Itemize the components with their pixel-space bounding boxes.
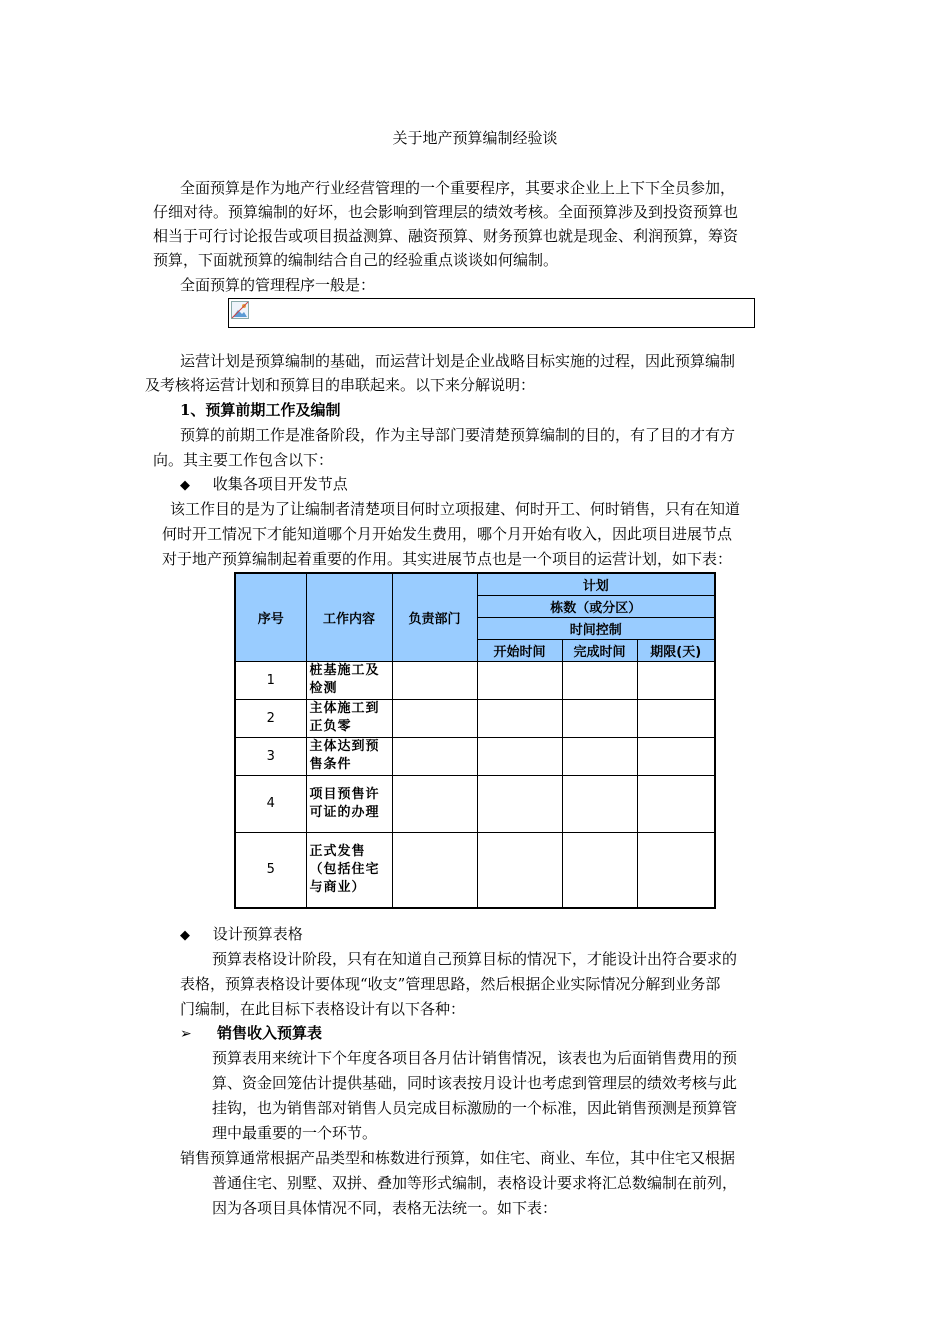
design-line-2: 表格，预算表格设计要体现“收支”管理思路，然后根据企业实际情况分解到业务部 <box>180 975 721 993</box>
row-cell <box>392 832 477 908</box>
row-cell <box>562 737 637 775</box>
nodes-line-3: 对于地产预算编制起着重要的作用。其实进展节点也是一个项目的运营计划，如下表： <box>162 550 733 568</box>
bullet-design-tables-text: 设计预算表格 <box>212 925 303 943</box>
row-cell <box>637 832 715 908</box>
row-cell <box>477 832 562 908</box>
intro-line-4: 预算，下面就预算的编制结合自己的经验重点谈谈如何编制。 <box>153 251 559 269</box>
row-cell <box>637 775 715 832</box>
row-cell <box>392 699 477 737</box>
row-cell <box>477 699 562 737</box>
table-row <box>235 832 715 908</box>
table-row <box>235 775 715 832</box>
header-building: 栋数（或分区） <box>477 595 715 617</box>
procedure-image-placeholder <box>228 298 755 328</box>
row-cell <box>637 661 715 699</box>
header-time-control: 时间控制 <box>477 617 715 639</box>
header-work: 工作内容 <box>306 573 392 661</box>
table-row <box>235 661 715 699</box>
row-num: 4 <box>235 775 306 832</box>
sales-line-2: 普通住宅、别墅、双拼、叠加等形式编制，表格设计要求将汇总数编制在前列， <box>212 1174 738 1192</box>
prework-line-1: 预算的前期工作是准备阶段，作为主导部门要清楚预算编制的目的，有了目的才有方 <box>180 426 736 444</box>
row-cell <box>392 661 477 699</box>
header-plan: 计划 <box>477 573 715 595</box>
nodes-line-2: 何时开工情况下才能知道哪个月开始发生费用，哪个月开始有收入，因此项目进展节点 <box>162 525 733 543</box>
sub-bullet-sales-revenue-text: 销售收入预算表 <box>216 1024 322 1042</box>
procedure-label: 全面预算的管理程序一般是： <box>180 276 376 294</box>
diamond-bullet-icon: ◆ <box>180 478 190 493</box>
row-task: 主体施工到正负零 <box>306 699 392 737</box>
row-cell <box>477 661 562 699</box>
bullet-design-tables <box>180 922 303 948</box>
ops-line-2: 及考核将运营计划和预算目的串联起来。以下来分解说明： <box>145 376 536 394</box>
row-cell <box>477 737 562 775</box>
revenue-line-3: 挂钩，也为销售部对销售人员完成目标激励的一个标准，因此销售预测是预算管 <box>212 1099 738 1117</box>
row-num: 5 <box>235 832 306 908</box>
arrow-bullet-icon: ➢ <box>180 1026 192 1042</box>
row-num: 1 <box>235 661 306 699</box>
row-num: 2 <box>235 699 306 737</box>
row-task: 主体达到预售条件 <box>306 737 392 775</box>
row-cell <box>562 775 637 832</box>
row-cell <box>477 775 562 832</box>
header-deadline: 期限(天) <box>637 639 715 661</box>
nodes-line-1: 该工作目的是为了让编制者清楚项目何时立项报建、何时开工、何时销售，只有在知道 <box>170 500 741 518</box>
broken-image-icon <box>231 301 249 319</box>
row-num: 3 <box>235 737 306 775</box>
sub-bullet-sales-revenue <box>180 1021 322 1046</box>
row-cell <box>562 661 637 699</box>
row-cell <box>392 775 477 832</box>
table-row <box>235 699 715 737</box>
ops-line-1: 运营计划是预算编制的基础，而运营计划是企业战略目标实施的过程，因此预算编制 <box>180 352 736 370</box>
header-start: 开始时间 <box>477 639 562 661</box>
sales-line-3: 因为各项目具体情况不同，表格无法统一。如下表： <box>212 1199 558 1217</box>
row-cell <box>562 832 637 908</box>
revenue-line-4: 理中最重要的一个环节。 <box>212 1124 378 1142</box>
project-plan-table <box>234 572 716 909</box>
design-line-3: 门编制，在此目标下表格设计有以下各种： <box>180 1000 466 1018</box>
row-task: 正式发售（包括住宅与商业） <box>306 832 392 908</box>
document-title: 关于地产预算编制经验谈 <box>392 129 558 147</box>
row-task: 桩基施工及检测 <box>306 661 392 699</box>
row-cell <box>562 699 637 737</box>
row-cell <box>392 737 477 775</box>
revenue-line-1: 预算表用来统计下个年度各项目各月估计销售情况，该表也为后面销售费用的预 <box>212 1049 738 1067</box>
design-line-1: 预算表格设计阶段，只有在知道自己预算目标的情况下，才能设计出符合要求的 <box>212 950 738 968</box>
row-cell <box>637 699 715 737</box>
header-dept: 负责部门 <box>392 573 477 661</box>
section-1-heading: 1、预算前期工作及编制 <box>180 401 341 419</box>
table-row <box>235 737 715 775</box>
row-task: 项目预售许可证的办理 <box>306 775 392 832</box>
intro-line-1: 全面预算是作为地产行业经营管理的一个重要程序，其要求企业上上下下全员参加， <box>180 179 736 197</box>
sales-line-1: 销售预算通常根据产品类型和栋数进行预算，如住宅、商业、车位，其中住宅又根据 <box>180 1149 736 1167</box>
row-cell <box>637 737 715 775</box>
intro-line-2: 仔细对待。预算编制的好坏，也会影响到管理层的绩效考核。全面预算涉及到投资预算也 <box>153 203 739 221</box>
header-finish: 完成时间 <box>562 639 637 661</box>
header-seq: 序号 <box>235 573 306 661</box>
prework-line-2: 向。其主要工作包含以下： <box>153 451 334 469</box>
intro-line-3: 相当于可行讨论报告或项目损益测算、融资预算、财务预算也就是现金、利润预算，筹资 <box>153 227 739 245</box>
bullet-collect-nodes <box>180 472 348 498</box>
diamond-bullet-icon: ◆ <box>180 928 190 943</box>
bullet-collect-nodes-text: 收集各项目开发节点 <box>212 475 348 493</box>
revenue-line-2: 算、资金回笼估计提供基础，同时该表按月设计也考虑到管理层的绩效考核与此 <box>212 1074 738 1092</box>
